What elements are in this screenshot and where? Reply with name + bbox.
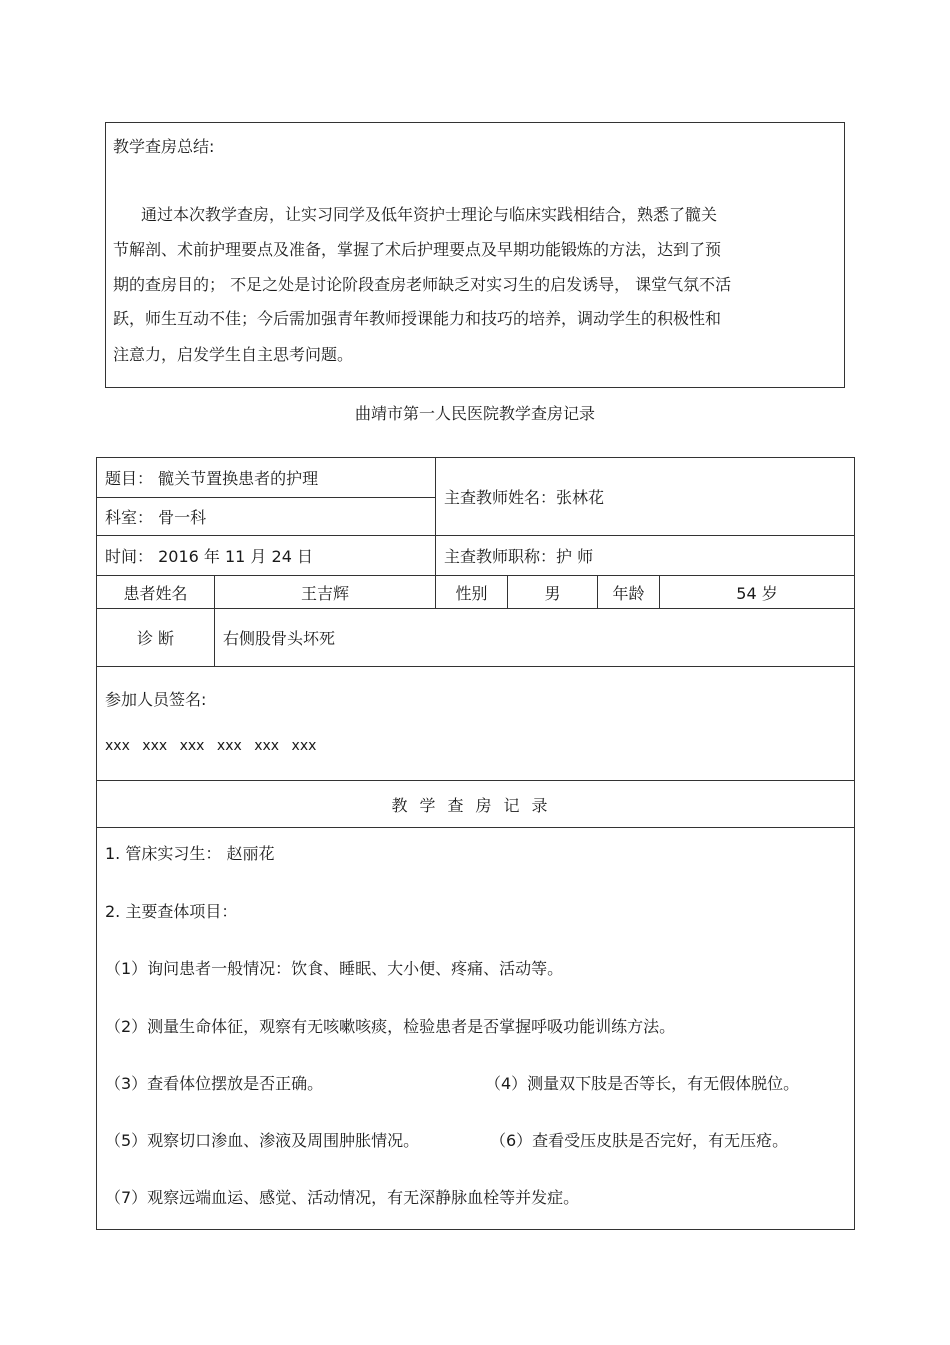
summary-line: 通过本次教学查房，让实习同学及低年资护士理论与临床实践相结合，熟悉了髋关 bbox=[141, 205, 718, 224]
record-item: （5）观察切口渗血、渗液及周围肿胀情况。 bbox=[105, 1131, 420, 1150]
summary-line: 节解剖、术前护理要点及准备，掌握了术后护理要点及早期功能锻炼的方法，达到了预 bbox=[113, 240, 722, 259]
summary-line: 注意力，启发学生自主思考问题。 bbox=[113, 345, 354, 364]
record-item: （4）测量双下肢是否等长，有无假体脱位。 bbox=[485, 1074, 800, 1093]
record-item: 1. 管床实习生： 赵丽花 bbox=[105, 844, 275, 863]
record-item: （6）查看受压皮肤是否完好，有无压疮。 bbox=[490, 1131, 789, 1150]
gender-value: 男 bbox=[508, 576, 598, 609]
patient-name-value: 王吉辉 bbox=[215, 576, 436, 609]
teacher-name-cell: 主查教师姓名：张林花 bbox=[436, 458, 855, 536]
time-cell: 时间： 2016 年 11 月 24 日 bbox=[97, 536, 436, 576]
record-body bbox=[97, 828, 855, 1230]
participants-signatures: xxx xxx xxx xxx xxx xxx bbox=[105, 738, 317, 754]
record-caption: 曲靖市第一人民医院教学查房记录 bbox=[354, 404, 595, 423]
record-item: （3）查看体位摆放是否正确。 bbox=[105, 1074, 324, 1093]
patient-name-label: 患者姓名 bbox=[97, 576, 215, 609]
diagnosis-label: 诊 断 bbox=[97, 609, 215, 667]
department-cell: 科室： 骨一科 bbox=[97, 498, 436, 536]
record-item: （7）观察远端血运、感觉、活动情况，有无深静脉血栓等并发症。 bbox=[105, 1188, 580, 1207]
summary-title: 教学查房总结: bbox=[113, 137, 215, 156]
record-item: （2）测量生命体征，观察有无咳嗽咳痰，检验患者是否掌握呼吸功能训练方法。 bbox=[105, 1017, 676, 1036]
participants-label: 参加人员签名: bbox=[105, 690, 207, 709]
summary-line: 跃，师生互动不佳；今后需加强青年教师授课能力和技巧的培养，调动学生的积极性和 bbox=[113, 309, 722, 328]
diagnosis-value: 右侧股骨头坏死 bbox=[215, 609, 855, 667]
section-title-cell bbox=[97, 781, 855, 828]
gender-label: 性别 bbox=[436, 576, 508, 609]
record-table bbox=[96, 457, 855, 1230]
age-value: 54 岁 bbox=[660, 576, 855, 609]
record-item: 2. 主要查体项目： bbox=[105, 902, 238, 921]
record-item: （1）询问患者一般情况：饮食、睡眠、大小便、疼痛、活动等。 bbox=[105, 959, 564, 978]
section-title: 教学查房记录 bbox=[391, 795, 560, 815]
teacher-title-cell: 主查教师职称：护 师 bbox=[436, 536, 855, 576]
topic-cell: 题目： 髋关节置换患者的护理 bbox=[97, 458, 436, 498]
age-label: 年龄 bbox=[598, 576, 660, 609]
participants-cell bbox=[97, 667, 855, 781]
summary-line: 期的查房目的； 不足之处是讨论阶段查房老师缺乏对实习生的启发诱导， 课堂气氛不活 bbox=[113, 275, 732, 294]
